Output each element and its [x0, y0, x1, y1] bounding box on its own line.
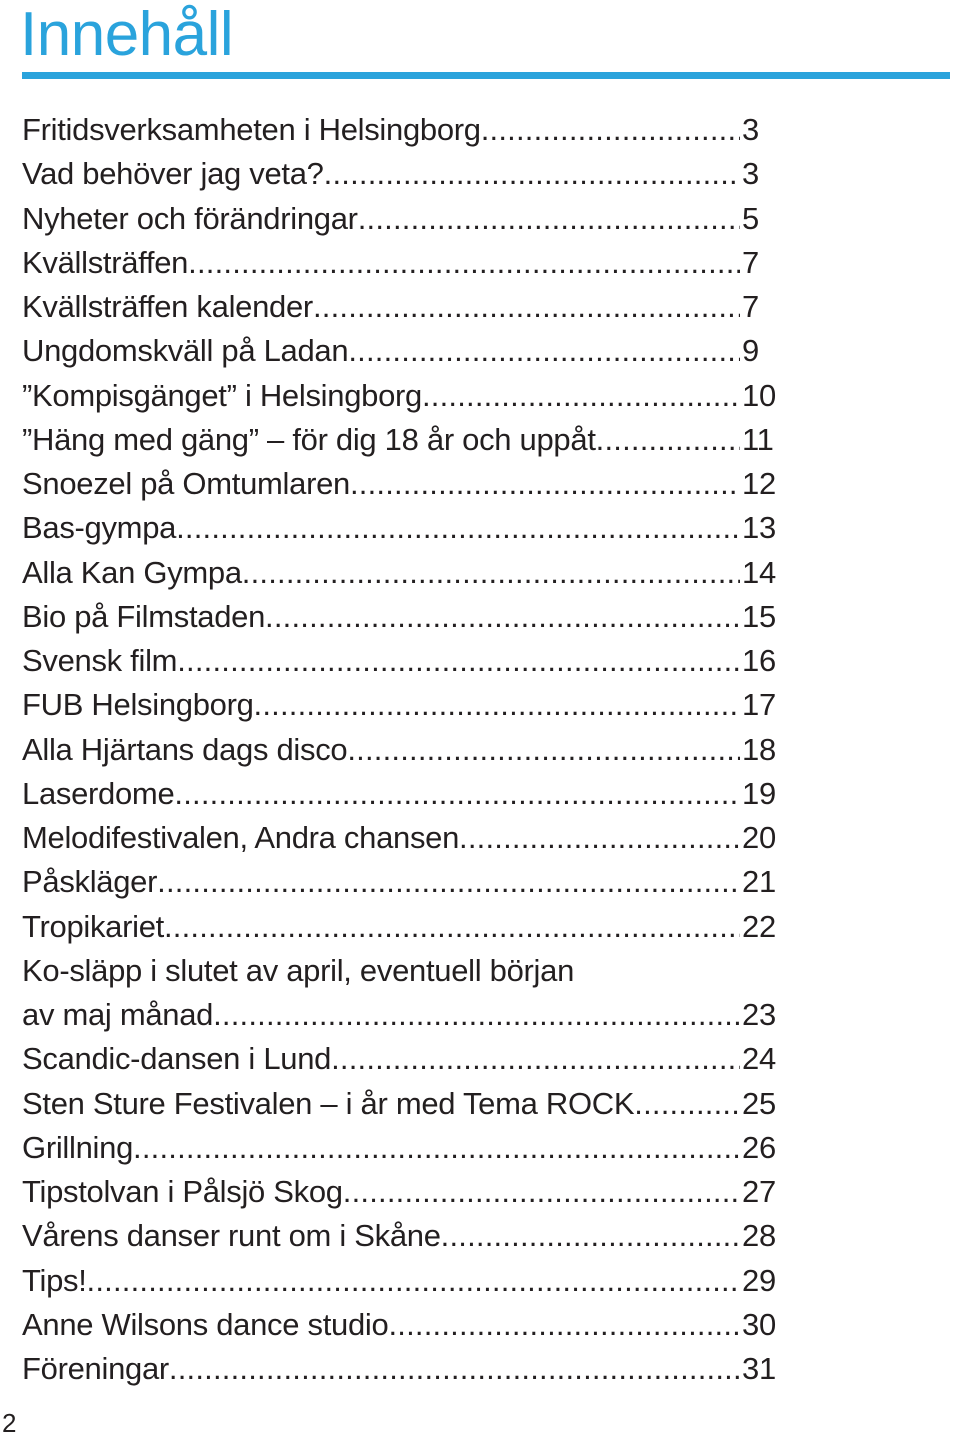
toc-entry-label: Melodifestivalen, Andra chansen [22, 820, 460, 855]
toc-entry-label: Tipstolvan i Pålsjö Skog [22, 1174, 343, 1209]
toc-entry-label: Alla Hjärtans dags disco [22, 731, 348, 767]
toc-entry[interactable] [22, 329, 782, 373]
toc-entry[interactable] [22, 1259, 782, 1303]
toc-entry-page: 29 [742, 1262, 776, 1298]
toc-entry-page: 15 [742, 598, 776, 634]
toc-entry-page: 7 [742, 244, 759, 280]
toc-entry[interactable] [22, 949, 782, 1038]
toc-dot-leader [343, 1170, 740, 1214]
toc-entry-label: Ungdomskväll på Ladan [22, 333, 349, 369]
toc-entry[interactable] [22, 197, 782, 241]
toc-dot-leader [254, 683, 740, 727]
toc-dot-leader [347, 728, 740, 772]
toc-entry[interactable] [22, 1037, 782, 1081]
toc-entry-page: 12 [742, 466, 776, 501]
toc-entry-page: 22 [742, 908, 776, 944]
toc-dot-leader [265, 595, 740, 639]
toc-dot-leader [174, 772, 740, 816]
toc-entry-page: 25 [742, 1085, 776, 1121]
toc-entry[interactable] [22, 860, 782, 904]
toc-entry[interactable] [22, 462, 782, 506]
toc-entry-page: 24 [742, 1041, 776, 1077]
toc-entry-page: 9 [742, 333, 759, 369]
toc-entry-label: Tips! [22, 1262, 87, 1298]
toc-entry-label: Alla Kan Gympa [22, 554, 242, 590]
toc-entry-label: Bas-gympa [22, 510, 177, 546]
toc-entry-label: Nyheter och förändringar [22, 200, 358, 236]
toc-dot-leader [481, 108, 740, 152]
toc-entry[interactable] [22, 374, 782, 418]
toc-dot-leader [459, 816, 740, 860]
toc-dot-leader [331, 1037, 740, 1081]
toc-entry-page: 31 [742, 1351, 776, 1386]
toc-entry-page: 3 [742, 156, 759, 192]
toc-dot-leader [634, 1082, 740, 1126]
page-title: Innehåll [20, 0, 234, 69]
toc-entry-label: Tropikariet [22, 908, 164, 944]
toc-entry[interactable] [22, 551, 782, 595]
toc-entry-label-line2: av maj månad [22, 997, 214, 1032]
toc-entry[interactable] [22, 772, 782, 816]
toc-entry-label: Scandic-dansen i Lund [22, 1041, 332, 1077]
toc-entry-page: 30 [742, 1306, 776, 1342]
toc-dot-leader [164, 905, 740, 949]
page-number: 2 [2, 1408, 17, 1438]
toc-entry-label: Föreningar [22, 1351, 169, 1386]
toc-entry-label: Bio på Filmstaden [22, 598, 266, 634]
toc-entry[interactable] [22, 108, 782, 152]
toc-entry-label: ”Häng med gäng” – för dig 18 år och uppåt [22, 421, 596, 457]
toc-entry[interactable] [22, 241, 782, 285]
toc-entry[interactable] [22, 1126, 782, 1170]
toc-entry[interactable] [22, 1170, 782, 1214]
toc-dot-leader [441, 1214, 740, 1258]
toc-entry[interactable] [22, 1082, 782, 1126]
toc-dot-leader [213, 993, 740, 1037]
toc-entry[interactable] [22, 418, 782, 462]
toc-entry[interactable] [22, 1214, 782, 1258]
toc-entry[interactable] [22, 506, 782, 550]
toc-entry[interactable] [22, 152, 782, 196]
toc-dot-leader [177, 639, 740, 683]
toc-entry[interactable] [22, 683, 782, 727]
toc-entry[interactable] [22, 639, 782, 683]
toc-entry-page: 13 [742, 510, 776, 546]
toc-entry-page: 17 [742, 687, 776, 723]
toc-entry-page: 10 [742, 377, 776, 413]
toc-entry-page: 21 [742, 864, 776, 900]
toc-entry[interactable] [22, 816, 782, 860]
toc-entry-page: 18 [742, 731, 776, 767]
title-underline [22, 72, 950, 79]
toc-entry-label: Grillning [22, 1129, 134, 1165]
toc-entry-label: Kvällsträffen [22, 244, 189, 280]
toc-dot-leader [87, 1259, 740, 1303]
toc-entry-label: Anne Wilsons dance studio [22, 1306, 389, 1342]
toc-entry-page: 11 [742, 421, 774, 457]
toc-entry-label: Fritidsverksamheten i Helsingborg [22, 112, 481, 147]
toc-entry[interactable] [22, 285, 782, 329]
toc-dot-leader [133, 1126, 740, 1170]
toc-dot-leader [324, 152, 740, 196]
toc-entry-label: ”Kompisgänget” i Helsingborg [22, 377, 422, 413]
toc-entry-page: 27 [742, 1174, 776, 1209]
toc-entry-page: 19 [742, 775, 776, 811]
toc-dot-leader [388, 1303, 740, 1347]
toc-entry-label: Laserdome [22, 775, 175, 811]
toc-entry-page: 26 [742, 1129, 776, 1165]
toc-entry-page: 14 [742, 554, 776, 590]
toc-entry[interactable] [22, 1347, 782, 1391]
toc-dot-leader [358, 197, 740, 241]
toc-dot-leader [157, 860, 740, 904]
toc-dot-leader [176, 506, 740, 550]
toc-entry-page: 16 [742, 643, 776, 678]
toc-entry[interactable] [22, 905, 782, 949]
toc-entry-label: Svensk film [22, 643, 178, 678]
table-of-contents [22, 108, 782, 1391]
toc-entry-label: Kvällsträffen kalender [22, 289, 313, 324]
toc-entry-label: Ko-släpp i slutet av april, eventuell början [22, 952, 575, 988]
toc-entry-label: Vad behöver jag veta? [22, 156, 324, 192]
toc-entry-page: 20 [742, 820, 776, 855]
toc-entry-label: Påskläger [22, 864, 158, 900]
toc-entry-label: Vårens danser runt om i Skåne [22, 1218, 441, 1254]
toc-entry-page: 5 [742, 200, 759, 236]
toc-dot-leader [169, 1347, 740, 1391]
toc-entry-page: 28 [742, 1218, 776, 1254]
toc-dot-leader [188, 241, 740, 285]
toc-entry[interactable] [22, 595, 782, 639]
toc-entry-page: 23 [742, 997, 776, 1032]
toc-dot-leader [596, 418, 740, 462]
toc-dot-leader [242, 551, 740, 595]
toc-entry[interactable] [22, 728, 782, 772]
toc-entry-page: 3 [742, 112, 759, 147]
toc-entry-label: Sten Sture Festivalen – i år med Tema ROCK [22, 1085, 635, 1121]
toc-dot-leader [350, 462, 740, 506]
toc-dot-leader [313, 285, 740, 329]
toc-entry-page: 7 [742, 289, 759, 324]
toc-dot-leader [348, 329, 740, 373]
toc-entry-label: FUB Helsingborg [22, 687, 254, 723]
toc-dot-leader [422, 374, 740, 418]
toc-entry[interactable] [22, 1303, 782, 1347]
toc-entry-label: Snoezel på Omtumlaren [22, 466, 350, 501]
